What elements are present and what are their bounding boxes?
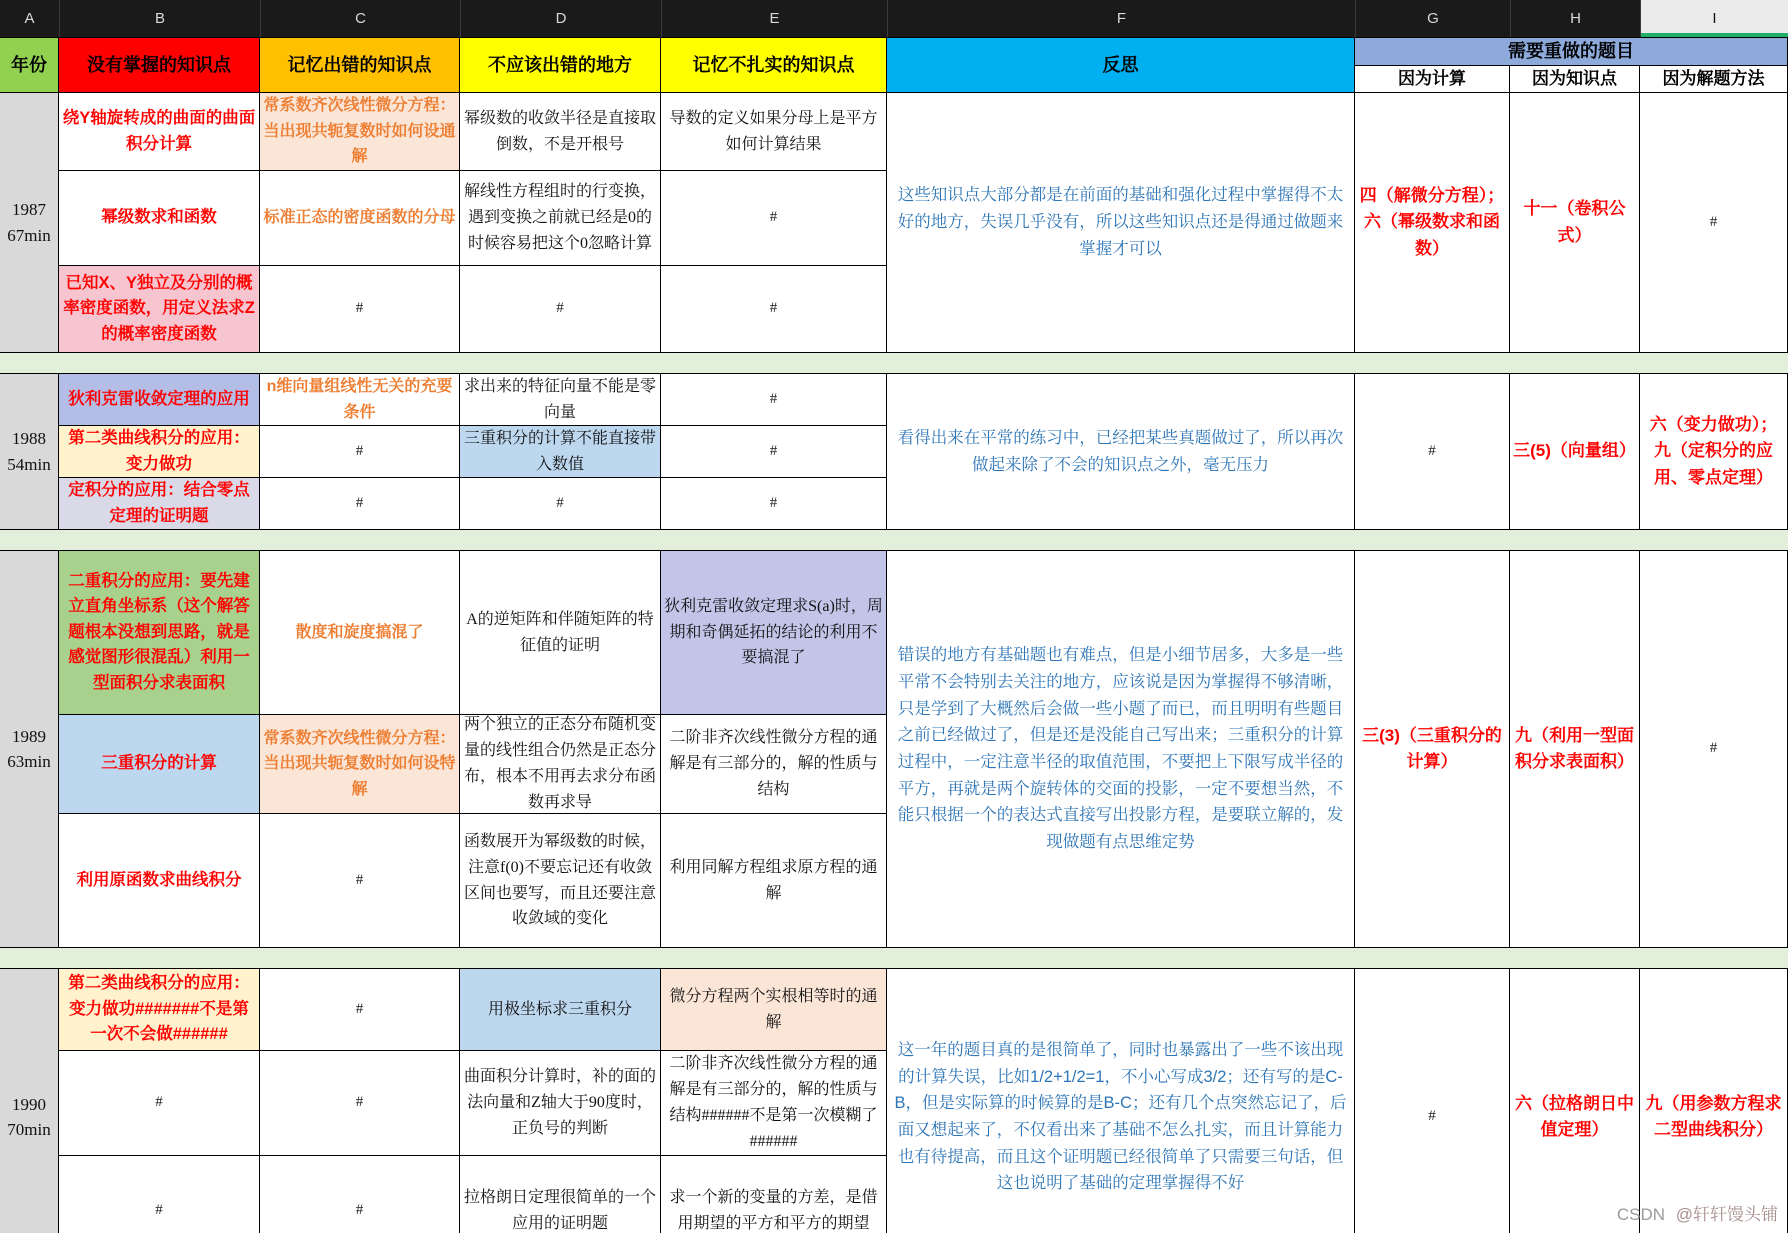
table-cell[interactable]: n维向量组线性无关的充要条件 bbox=[260, 374, 460, 426]
redo-calc-cell[interactable]: # bbox=[1355, 374, 1510, 530]
table-header-row bbox=[0, 37, 1788, 93]
section-separator bbox=[0, 530, 1788, 551]
reflection-cell[interactable]: 错误的地方有基础题也有难点，但是小细节居多，大多是一些平常不会特别去关注的地方，应该说是因为掌握得不够清晰，只是学到了大概然后会做一些小题了而已，而且明明有些题目之前已经做过了，但是还是没能自己写出来；三重积分的计算过程中，一定注意半径的取值范围，不要把上下限写成半径的平方，再就是两个旋转体的交面的投影，一定不要想当然，不能只根据一个的表达式直接写出投影方程，是要联立解的，发现做题有点思维定势 bbox=[887, 551, 1355, 948]
reflection-cell[interactable]: 看得出来在平常的练习中，已经把某些真题做过了，所以再次做起来除了不会的知识点之外，毫无压力 bbox=[887, 374, 1355, 530]
redo-knowledge-cell[interactable]: 三(5)（向量组） bbox=[1510, 374, 1640, 530]
watermark-handle: @轩轩馒头铺 bbox=[1675, 1205, 1778, 1224]
redo-knowledge-cell[interactable]: 十一（卷积公式） bbox=[1510, 93, 1640, 353]
redo-method-cell[interactable]: # bbox=[1640, 93, 1788, 353]
year-cell[interactable] bbox=[0, 969, 59, 1233]
table-cell[interactable]: # bbox=[661, 171, 887, 266]
reflection-cell[interactable]: 这些知识点大部分都是在前面的基础和强化过程中掌握得不太好的地方，失误几乎没有，所以这些知识点还是得通过做题来掌握才可以 bbox=[887, 93, 1355, 353]
redo-calc-cell[interactable]: 四（解微分方程）；六（幂级数求和函数） bbox=[1355, 93, 1510, 353]
year-label: 1990 bbox=[12, 1094, 46, 1114]
watermark bbox=[1617, 1200, 1778, 1225]
table-cell[interactable]: 第二类曲线积分的应用：变力做功 bbox=[59, 426, 260, 478]
table-cell[interactable]: # bbox=[260, 266, 460, 353]
column-letter-d[interactable]: D bbox=[460, 0, 661, 37]
duration-label: 54min bbox=[7, 454, 51, 474]
redo-method-cell[interactable]: # bbox=[1640, 551, 1788, 948]
column-letter-g[interactable]: G bbox=[1355, 0, 1510, 37]
table-cell[interactable]: 求一个新的变量的方差，是借用期望的平方和平方的期望 bbox=[661, 1156, 887, 1233]
table-cell[interactable]: 定积分的应用：结合零点定理的证明题 bbox=[59, 478, 260, 530]
table-cell[interactable]: 幂级数求和函数 bbox=[59, 171, 260, 266]
column-letter-h[interactable]: H bbox=[1510, 0, 1640, 37]
section-separator bbox=[0, 353, 1788, 374]
section-1990 bbox=[0, 969, 1788, 1233]
year-cell[interactable] bbox=[0, 551, 59, 948]
redo-calc-cell[interactable]: 三(3)（三重积分的计算） bbox=[1355, 551, 1510, 948]
column-letter-b[interactable]: B bbox=[59, 0, 260, 37]
table-cell[interactable]: 狄利克雷收敛定理的应用 bbox=[59, 374, 260, 426]
table-cell[interactable]: 散度和旋度搞混了 bbox=[260, 551, 460, 715]
table-cell[interactable]: 两个独立的正态分布随机变量的线性组合仍然是正态分布，根本不用再去求分布函数再求导 bbox=[460, 715, 661, 814]
column-letter-e[interactable]: E bbox=[661, 0, 887, 37]
year-label: 1987 bbox=[12, 200, 46, 219]
table-cell[interactable]: 求出来的特征向量不能是零向量 bbox=[460, 374, 661, 426]
table-cell[interactable]: 已知X、Y独立及分别的概率密度函数，用定义法求Z的概率密度函数 bbox=[59, 266, 260, 353]
header-weak-memory[interactable]: 记忆不扎实的知识点 bbox=[661, 38, 887, 93]
duration-label: 70min bbox=[7, 1120, 51, 1139]
table-cell[interactable]: 常系数齐次线性微分方程：当出现共轭复数时如何设通解 bbox=[260, 93, 460, 171]
header-not-mastered[interactable]: 没有掌握的知识点 bbox=[59, 38, 260, 93]
header-reflection[interactable]: 反思 bbox=[887, 38, 1355, 93]
duration-label: 63min bbox=[7, 752, 51, 771]
redo-method-cell[interactable]: 六（变力做功）；九（定积分的应用、零点定理） bbox=[1640, 374, 1788, 530]
table-cell[interactable]: 二阶非齐次线性微分方程的通解是有三部分的，解的性质与结构######不是第一次模糊了###### bbox=[661, 1051, 887, 1156]
table-cell[interactable]: 三重积分的计算不能直接带入数值 bbox=[460, 426, 661, 478]
redo-method-cell[interactable]: 九（用参数方程求二型曲线积分） bbox=[1640, 969, 1788, 1233]
redo-calc-cell[interactable]: # bbox=[1355, 969, 1510, 1233]
table-cell[interactable]: 狄利克雷收敛定理求S(a)时，周期和奇偶延拓的结论的利用不要搞混了 bbox=[661, 551, 887, 715]
table-cell[interactable]: # bbox=[661, 426, 887, 478]
table-cell[interactable]: # bbox=[460, 266, 661, 353]
table-cell[interactable]: # bbox=[59, 1156, 260, 1233]
table-cell[interactable]: # bbox=[661, 478, 887, 530]
watermark-brand: CSDN bbox=[1616, 1205, 1665, 1224]
year-cell[interactable] bbox=[0, 374, 59, 530]
section-1987 bbox=[0, 93, 1788, 353]
column-header-bar bbox=[0, 0, 1788, 37]
redo-knowledge-cell[interactable]: 六（拉格朗日中值定理） bbox=[1510, 969, 1640, 1233]
table-cell[interactable]: 二阶非齐次线性微分方程的通解是有三部分的，解的性质与结构 bbox=[661, 715, 887, 814]
table-cell[interactable]: 第二类曲线积分的应用：变力做功#######不是第一次不会做###### bbox=[59, 969, 260, 1051]
year-label: 1989 bbox=[12, 726, 46, 746]
table-cell[interactable]: 拉格朗日定理很简单的一个应用的证明题 bbox=[460, 1156, 661, 1233]
reflection-cell[interactable]: 这一年的题目真的是很简单了，同时也暴露出了一些不该出现的计算失误，比如1/2+1/2=1，不小心写成3/2；还有写的是C-B，但是实际算的时候算的是B-C；还有几个点突然忘记了，后面又想起来了，不仅看出来了基础不怎么扎实，而且计算能力也有待提高，而且这个证明题已经很简单了只需要三句话，但这也说明了基础的定理掌握得不好 bbox=[887, 969, 1355, 1233]
table-cell[interactable]: 常系数齐次线性微分方程：当出现共轭复数时如何设特解 bbox=[260, 715, 460, 814]
header-memory-errors[interactable]: 记忆出错的知识点 bbox=[260, 38, 460, 93]
table-cell[interactable]: # bbox=[260, 814, 460, 948]
duration-label: 67min bbox=[7, 225, 51, 245]
table-cell[interactable]: 标准正态的密度函数的分母 bbox=[260, 171, 460, 266]
table-cell[interactable]: # bbox=[661, 374, 887, 426]
table-cell[interactable]: # bbox=[59, 1051, 260, 1156]
table-cell[interactable]: # bbox=[260, 969, 460, 1051]
header-year[interactable]: 年份 bbox=[0, 38, 59, 93]
table-cell[interactable]: 二重积分的应用：要先建立直角坐标系（这个解答题根本没想到思路，就是感觉图形很混乱）利用一型面积分求表面积 bbox=[59, 551, 260, 715]
column-letter-f[interactable]: F bbox=[887, 0, 1355, 37]
header-redo-calc[interactable]: 因为计算 bbox=[1355, 66, 1510, 93]
table-cell[interactable]: 解线性方程组时的行变换，遇到变换之前就已经是0的时候容易把这个0忽略计算 bbox=[460, 171, 661, 266]
table-cell[interactable]: 利用原函数求曲线积分 bbox=[59, 814, 260, 948]
table-cell[interactable]: 幂级数的收敛半径是直接取倒数，不是开根号 bbox=[460, 93, 661, 171]
table-cell[interactable]: # bbox=[260, 478, 460, 530]
table-cell[interactable]: # bbox=[661, 266, 887, 353]
column-letter-a[interactable]: A bbox=[24, 10, 35, 27]
table-cell[interactable]: # bbox=[460, 478, 661, 530]
header-redo-method[interactable]: 因为解题方法 bbox=[1640, 66, 1788, 93]
section-1988 bbox=[0, 374, 1788, 530]
table-cell[interactable]: 利用同解方程组求原方程的通解 bbox=[661, 814, 887, 948]
table-cell[interactable]: 函数展开为幂级数的时候，注意f(0)不要忘记还有收敛区间也要写，而且还要注意收敛域的变化 bbox=[460, 814, 661, 948]
section-separator bbox=[0, 948, 1788, 969]
year-cell[interactable] bbox=[0, 93, 59, 353]
table-cell[interactable]: 微分方程两个实根相等时的通解 bbox=[661, 969, 887, 1051]
column-letter-i-selected[interactable]: I bbox=[1640, 0, 1788, 37]
header-should-not-err[interactable]: 不应该出错的地方 bbox=[460, 38, 661, 93]
table-cell[interactable]: 三重积分的计算 bbox=[59, 715, 260, 814]
table-cell[interactable]: # bbox=[260, 426, 460, 478]
year-label: 1988 bbox=[12, 429, 46, 448]
table-cell[interactable]: A的逆矩阵和伴随矩阵的特征值的证明 bbox=[460, 551, 661, 715]
table-cell[interactable]: # bbox=[260, 1051, 460, 1156]
table-cell[interactable]: 用极坐标求三重积分 bbox=[460, 969, 661, 1051]
redo-knowledge-cell[interactable]: 九（利用一型面积分求表面积） bbox=[1510, 551, 1640, 948]
column-letter-c[interactable]: C bbox=[260, 0, 460, 37]
table-cell[interactable]: 绕Y轴旋转成的曲面的曲面积分计算 bbox=[59, 93, 260, 171]
table-cell[interactable]: 导数的定义如果分母上是平方如何计算结果 bbox=[661, 93, 887, 171]
section-1989 bbox=[0, 551, 1788, 948]
header-redo-knowledge[interactable]: 因为知识点 bbox=[1510, 66, 1640, 93]
table-cell[interactable]: 曲面积分计算时，补的面的法向量和Z轴大于90度时，正负号的判断 bbox=[460, 1051, 661, 1156]
table-cell[interactable]: # bbox=[260, 1156, 460, 1233]
header-redo-group[interactable]: 需要重做的题目 bbox=[1355, 38, 1788, 66]
